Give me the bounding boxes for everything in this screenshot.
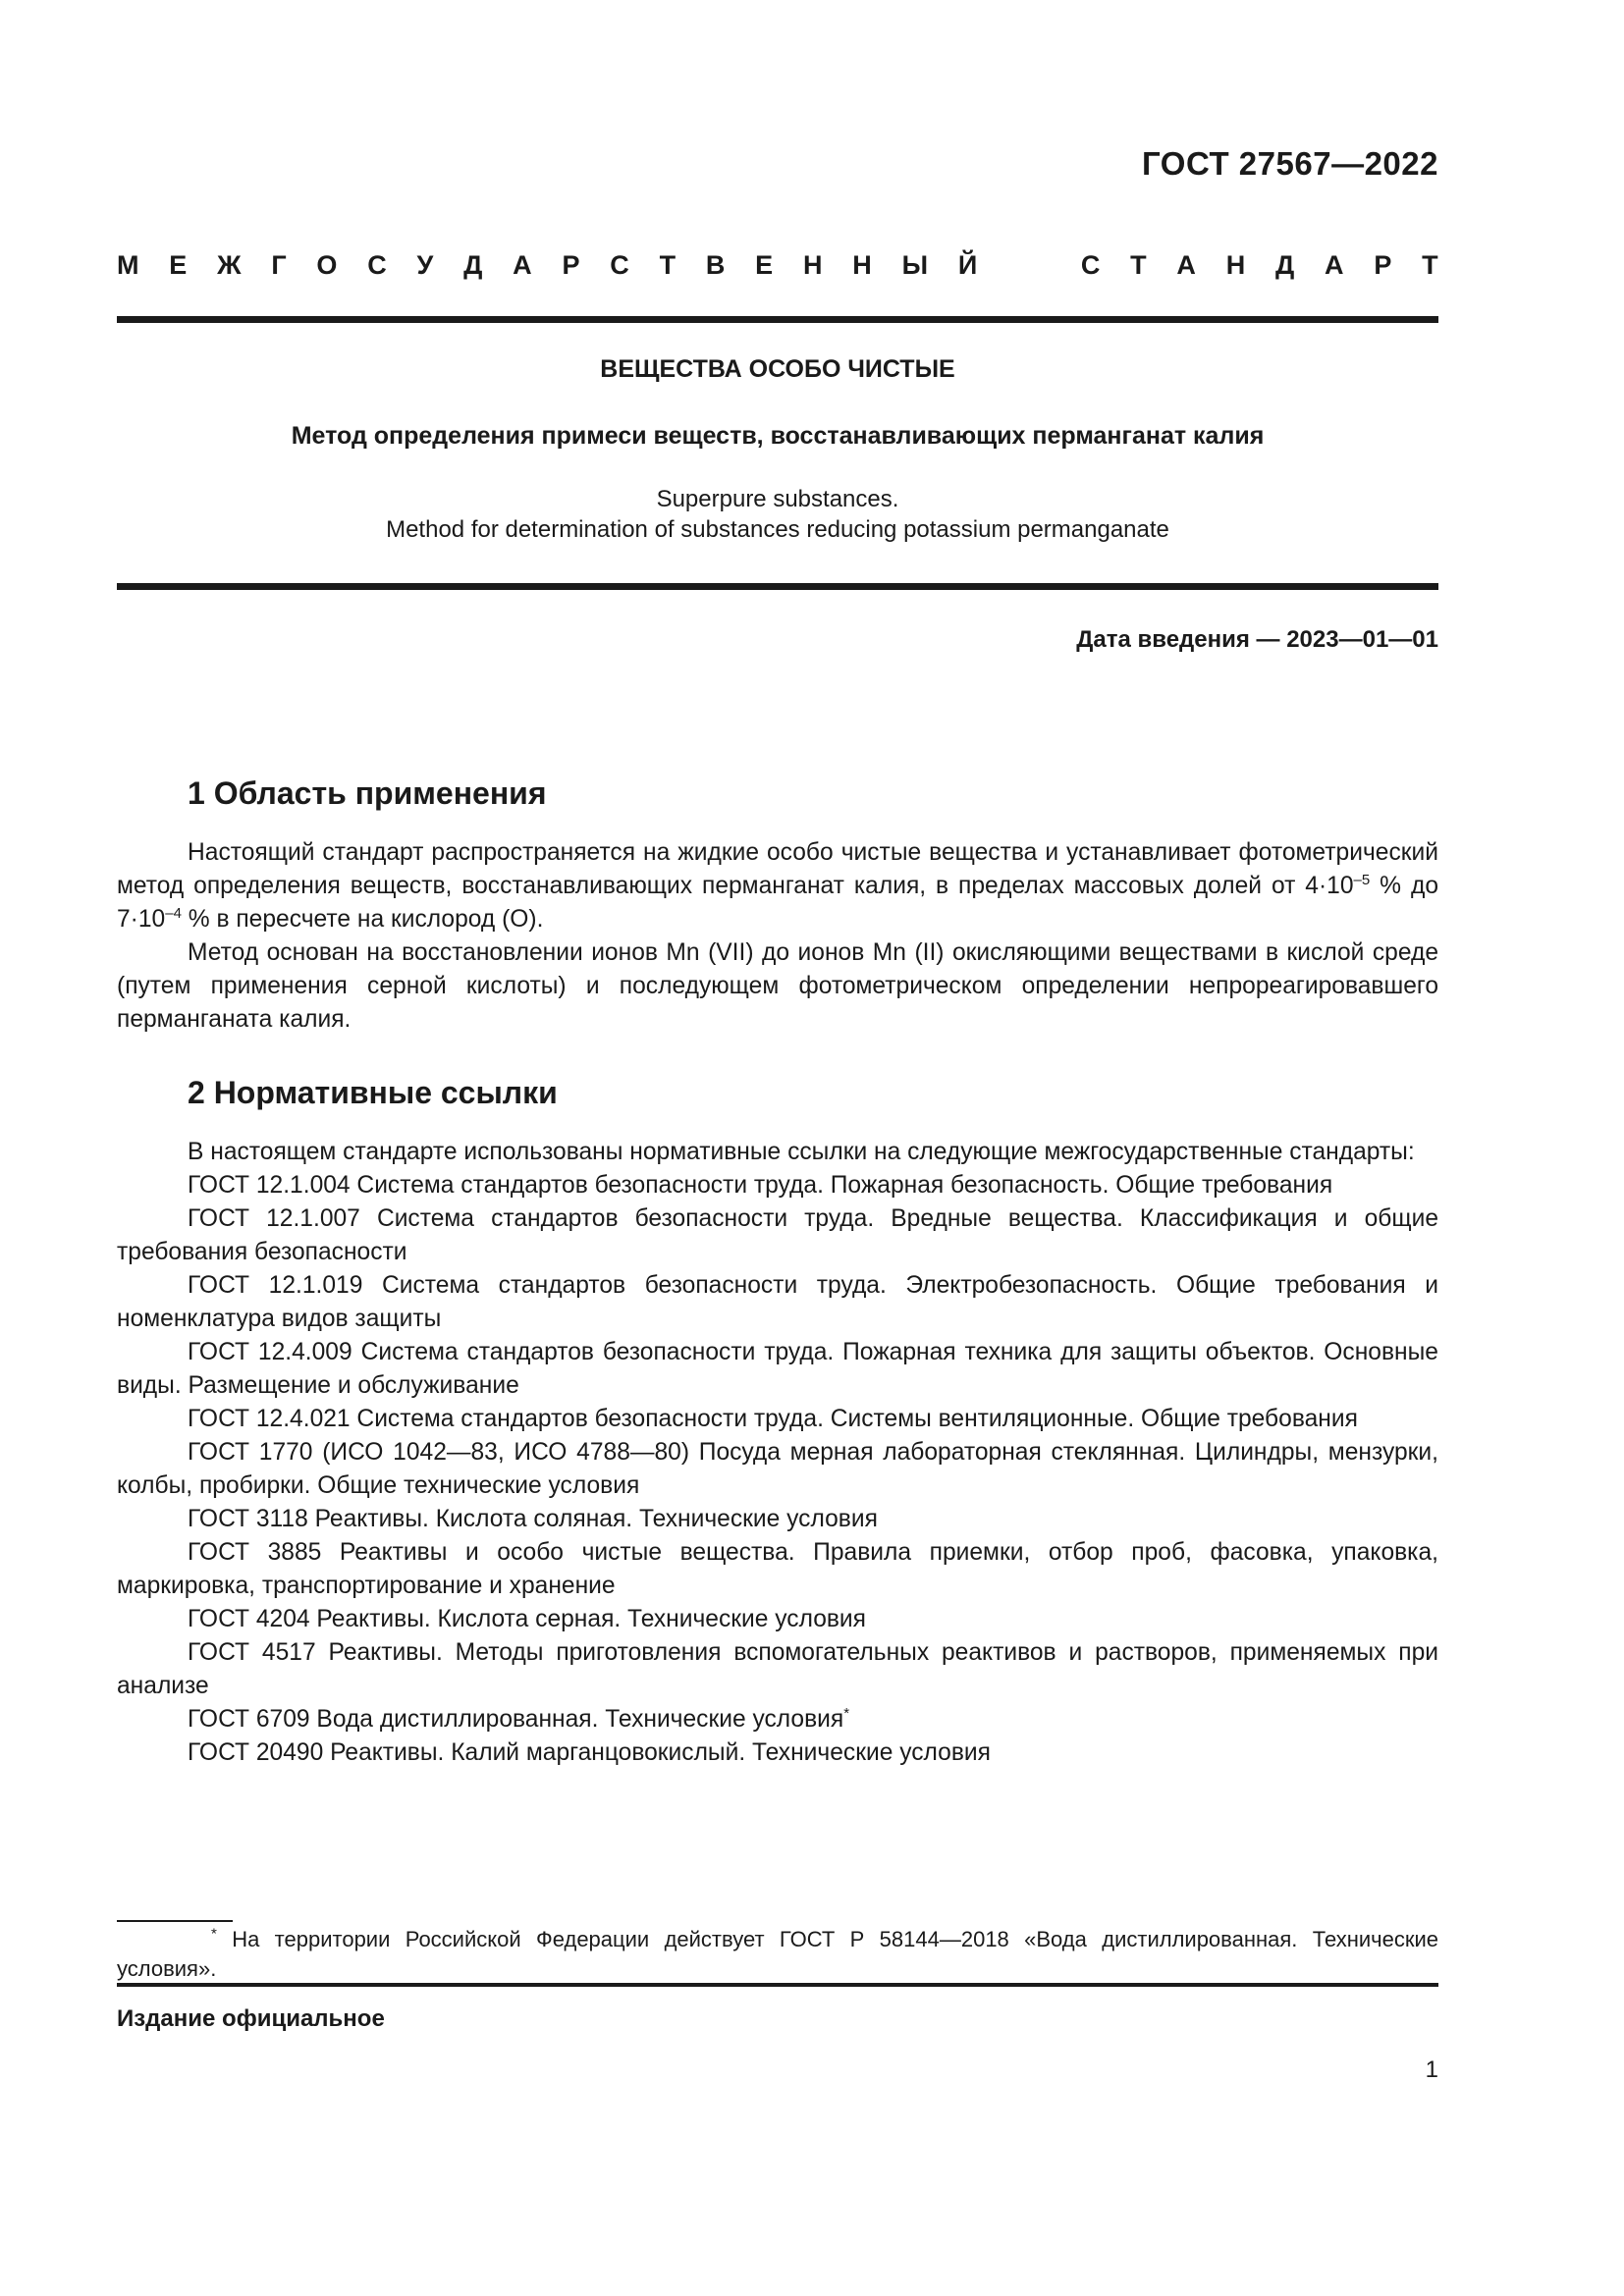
banner-letter: Т: [1130, 250, 1147, 280]
paragraph: В настоящем стандарте использованы нормативные ссылки на следующие межгосударственные стандарты:: [188, 1139, 1415, 1165]
page-number: 1: [1425, 2056, 1438, 2083]
footnote-marker: *: [843, 1704, 850, 1722]
text-run: На территории Российской Федерации действует ГОСТ Р 58144—2018 «Вода дистиллированная. Технические условия».: [117, 1927, 1438, 1981]
banner-letter: А: [1176, 250, 1196, 280]
banner-letter: В: [705, 250, 726, 280]
banner-letter: Н: [852, 250, 872, 280]
footnote-marker: *: [211, 1925, 217, 1943]
section-2-body: [117, 1136, 1438, 1770]
gost-code: ГОСТ 27567—2022: [1142, 145, 1438, 182]
banner-letter: С: [367, 250, 387, 280]
banner-letter: Т: [659, 250, 677, 280]
text-run: % до 7·10: [117, 873, 1438, 933]
banner-letter: Н: [802, 250, 823, 280]
banner-letter: Ы: [901, 250, 929, 280]
section-1-heading: 1 Область применения: [188, 775, 547, 811]
document-page: [117, 0, 1438, 2296]
banner-letter: Н: [1225, 250, 1246, 280]
footer-divider: [117, 1983, 1438, 1987]
reference-item: ГОСТ 3885 Реактивы и особо чистые вещества. Правила приемки, отбор проб, фасовка, упаковка, маркировка, транспортирование и хранение: [117, 1539, 1438, 1599]
reference-item: ГОСТ 12.1.019 Система стандартов безопасности труда. Электробезопасность. Общие требования и номенклатура видов защиты: [117, 1272, 1438, 1332]
header-divider: [117, 316, 1438, 323]
reference-item: ГОСТ 4517 Реактивы. Методы приготовления вспомогательных реактивов и растворов, применяемых при анализе: [117, 1639, 1438, 1699]
banner-letter: С: [1080, 250, 1101, 280]
text-run: % в пересчете на кислород (О).: [181, 906, 544, 933]
banner-letter: Е: [169, 250, 188, 280]
reference-item: ГОСТ 4204 Реактивы. Кислота серная. Технические условия: [188, 1606, 866, 1632]
banner-letter: Р: [1374, 250, 1392, 280]
banner-letter: У: [416, 250, 434, 280]
banner-letter: Ж: [217, 250, 242, 280]
banner-letter: А: [513, 250, 532, 280]
banner-letter: О: [316, 250, 338, 280]
reference-item: ГОСТ 1770 (ИСО 1042—83, ИСО 4788—80) Посуда мерная лабораторная стеклянная. Цилиндры, мензурки, колбы, пробирки. Общие технические условия: [117, 1439, 1438, 1499]
footnote: [117, 1925, 1438, 1984]
footnote-text: [117, 1925, 1438, 1984]
paragraph: [117, 836, 1438, 936]
official-edition-label: Издание официальное: [117, 2005, 385, 2032]
text-run: ГОСТ 6709 Вода дистиллированная. Технические условия: [188, 1706, 844, 1733]
reference-item: [117, 1703, 1438, 1736]
banner-letter: Д: [1275, 250, 1295, 280]
document-title: ВЕЩЕСТВА ОСОБО ЧИСТЫЕ: [600, 355, 955, 383]
banner-letter: Г: [271, 250, 287, 280]
paragraph: Метод основан на восстановлении ионов Mn (VII) до ионов Mn (II) окисляющими веществами в кислой среде (путем применения серной кислоты) и последующем фотометрическом определении непрореагировавшего перманганата калия.: [117, 939, 1438, 1033]
banner-letter: Р: [562, 250, 580, 280]
banner-letter: А: [1325, 250, 1344, 280]
section-2-heading: 2 Нормативные ссылки: [188, 1075, 558, 1110]
reference-item: ГОСТ 12.1.004 Система стандартов безопасности труда. Пожарная безопасность. Общие требования: [188, 1172, 1333, 1199]
footnote-separator: [117, 1920, 233, 1922]
exponent: –5: [1353, 871, 1371, 888]
english-title-line: Superpure substances.: [656, 486, 899, 512]
english-title-line: Method for determination of substances reducing potassium permanganate: [386, 516, 1169, 543]
reference-item: ГОСТ 12.4.009 Система стандартов безопасности труда. Пожарная техника для защиты объектов. Основные виды. Размещение и обслуживание: [117, 1339, 1438, 1399]
introduction-date: Дата введения — 2023—01—01: [1076, 626, 1438, 653]
title-divider: [117, 583, 1438, 590]
banner-letter: Е: [755, 250, 774, 280]
text-run: Настоящий стандарт распространяется на жидкие особо чистые вещества и устанавливает фотометрический метод определения веществ, восстанавливающих перманганат калия, в пределах массовых долей от 4·10: [117, 839, 1438, 899]
reference-item: ГОСТ 12.4.021 Система стандартов безопасности труда. Системы вентиляционные. Общие требования: [188, 1406, 1358, 1432]
interstate-standard-banner: [117, 250, 1438, 281]
exponent: –4: [165, 904, 182, 922]
banner-letter: М: [117, 250, 139, 280]
document-subtitle: Метод определения примеси веществ, восстанавливающих перманганат калия: [291, 422, 1265, 450]
english-title: [117, 484, 1438, 545]
banner-word-gap: [1007, 250, 1051, 281]
section-1-body: [117, 836, 1438, 1037]
reference-item: ГОСТ 20490 Реактивы. Калий марганцовокислый. Технические условия: [188, 1739, 991, 1766]
banner-letter: Т: [1422, 250, 1438, 280]
banner-letter: С: [610, 250, 629, 280]
banner-letter: Й: [957, 250, 978, 280]
reference-item: ГОСТ 3118 Реактивы. Кислота соляная. Технические условия: [188, 1506, 878, 1532]
reference-item: ГОСТ 12.1.007 Система стандартов безопасности труда. Вредные вещества. Классификация и общие требования безопасности: [117, 1205, 1438, 1265]
banner-letter: Д: [463, 250, 483, 280]
